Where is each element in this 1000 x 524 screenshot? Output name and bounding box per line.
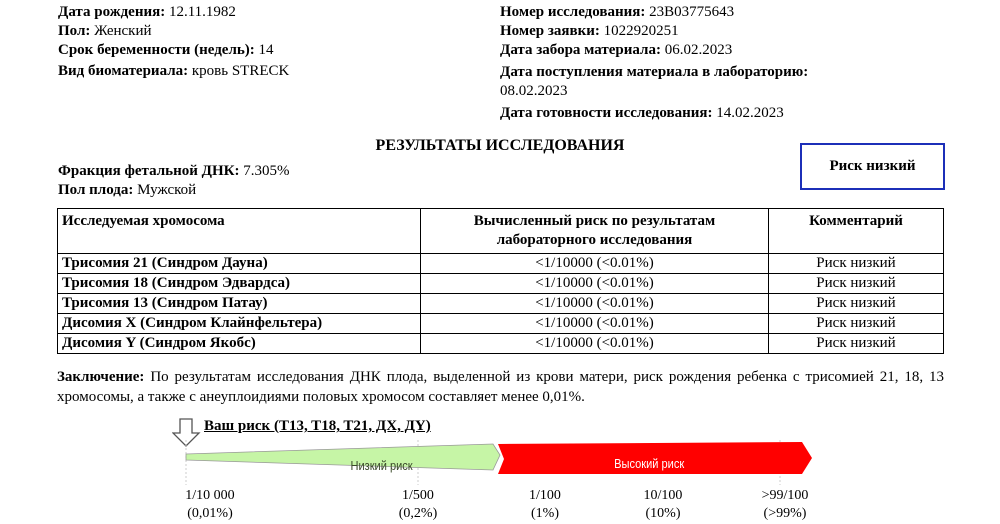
risk-cell: <1/10000 (<0.01%) <box>421 294 769 314</box>
table-row <box>58 314 944 334</box>
comment-cell: Риск низкий <box>769 334 944 354</box>
header-risk: Вычисленный риск по результатам лабораторного исследования <box>421 209 769 254</box>
fetal-sex: Пол плода: Мужской <box>58 182 197 198</box>
results-table <box>57 208 944 354</box>
study-number: Номер исследования: 23B03775643 <box>500 4 735 20</box>
header-comment: Комментарий <box>769 209 944 254</box>
chromosome-cell: Трисомия 21 (Синдром Дауна) <box>58 254 421 274</box>
risk-cell: <1/10000 (<0.01%) <box>421 274 769 294</box>
chromosome-cell: Трисомия 13 (Синдром Патау) <box>58 294 421 314</box>
tick-ratio: 1/500 <box>402 488 434 503</box>
comment-cell: Риск низкий <box>769 274 944 294</box>
results-title: РЕЗУЛЬТАТЫ ИССЛЕДОВАНИЯ <box>375 137 625 154</box>
chromosome-cell: Дисомия X (Синдром Клайнфельтера) <box>58 314 421 334</box>
tick-percent: (10%) <box>645 506 681 521</box>
tick-percent: (>99%) <box>763 506 807 521</box>
tick-percent: (0,2%) <box>398 506 438 521</box>
header-chromosome: Исследуемая хромосома <box>58 209 421 254</box>
high-risk-label: Высокий риск <box>614 456 685 471</box>
birth-date: Дата рождения: 12.11.1982 <box>58 4 236 20</box>
scale-tick <box>740 487 830 523</box>
risk-cell: <1/10000 (<0.01%) <box>421 314 769 334</box>
tick-ratio: >99/100 <box>761 488 809 503</box>
ready-date: Дата готовности исследования: 14.02.2023 <box>500 105 784 121</box>
scale-tick <box>373 487 463 523</box>
risk-cell: <1/10000 (<0.01%) <box>421 254 769 274</box>
order-number: Номер заявки: 1022920251 <box>500 23 679 39</box>
received-date: 08.02.2023 <box>500 83 568 99</box>
scale-tick <box>500 487 590 523</box>
scale-tick <box>165 487 255 523</box>
low-risk-segment <box>186 444 500 470</box>
low-risk-label: Низкий риск <box>350 458 413 473</box>
patient-sex: Пол: Женский <box>58 23 152 39</box>
chromosome-cell: Дисомия Y (Синдром Якобс) <box>58 334 421 354</box>
tick-ratio: 1/10 000 <box>185 488 235 503</box>
comment-cell: Риск низкий <box>769 314 944 334</box>
risk-summary-box: Риск низкий <box>800 143 945 190</box>
biomaterial: Вид биоматериала: кровь STRECK <box>58 63 290 79</box>
table-header <box>58 209 944 254</box>
tick-ratio: 10/100 <box>643 488 683 503</box>
table-row <box>58 294 944 314</box>
comment-cell: Риск низкий <box>769 294 944 314</box>
scale-title: Ваш риск (T13, T18, T21, ДХ, ДY) <box>204 418 431 434</box>
table-row <box>58 254 944 274</box>
collection-date: Дата забора материала: 06.02.2023 <box>500 42 733 58</box>
tick-percent: (0,01%) <box>187 506 233 521</box>
risk-cell: <1/10000 (<0.01%) <box>421 334 769 354</box>
fetal-fraction: Фракция фетальной ДНК: 7.305% <box>58 163 290 179</box>
tick-percent: (1%) <box>531 506 559 521</box>
scale-tick <box>618 487 708 523</box>
table-row <box>58 334 944 354</box>
table-row <box>58 274 944 294</box>
chromosome-cell: Трисомия 18 (Синдром Эдвардса) <box>58 274 421 294</box>
conclusion: Заключение: По результатам исследования ДНК плода, выделенной из крови матери, риск рождения ребенка с трисомией 21, 18, 13 хромосомы, а также с анеуплоидиями половых хромосом составляет менее 0,01%. <box>57 369 944 405</box>
risk-bar <box>180 440 820 485</box>
tick-ratio: 1/100 <box>529 488 561 503</box>
pregnancy-term: Срок беременности (недель): 14 <box>58 42 274 58</box>
received-label: Дата поступления материала в лабораторию: <box>500 64 809 80</box>
comment-cell: Риск низкий <box>769 254 944 274</box>
